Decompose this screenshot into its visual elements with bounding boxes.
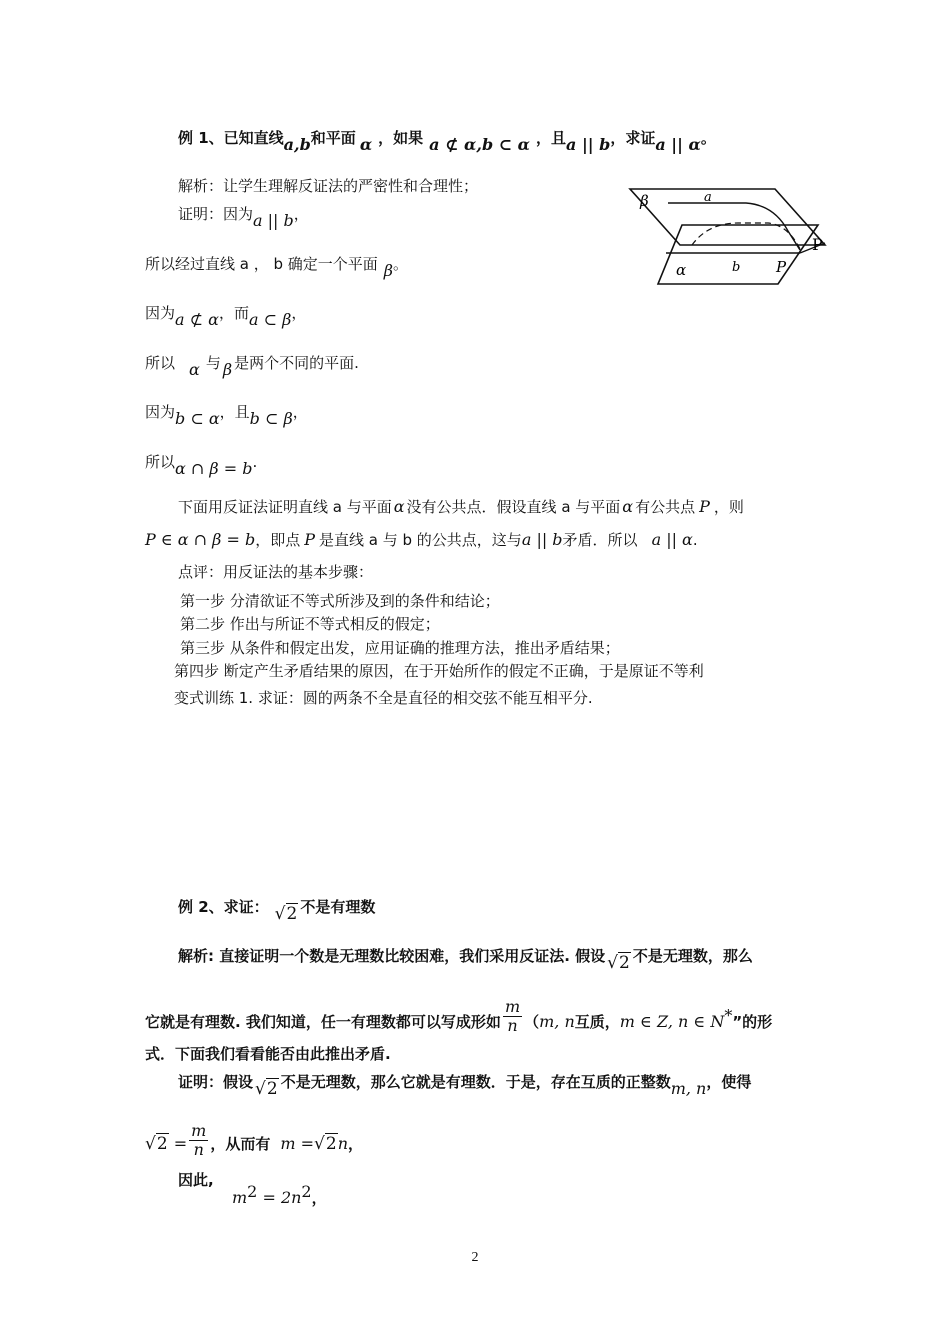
proof1-line4-label: 所以 [145,354,176,372]
ex2-proof-a: 证明：假设 [178,1073,254,1091]
proof1-because-expr: a || b [253,211,294,230]
proof1-line5-mid: ，且 [219,403,250,421]
proof1-line3-expr1: a ⊄ α [175,310,219,329]
ex2-line2-a: 它就是有理数. 我们知道，任一有理数都可以写成形如 [145,1013,501,1031]
proof1-line2 [145,254,409,280]
ex1-and-plane: 和平面 [310,129,356,147]
ex2-equation-line [145,1121,364,1159]
proof1-line3-expr2: a ⊂ β [248,310,292,329]
ex1-prove: ，求证 [610,129,656,147]
ex2-final-b: = 2n [257,1188,302,1207]
ex2-eq-num: m [191,1121,207,1140]
ex1-cond: a ⊄ α,b ⊂ α [429,135,530,154]
ex2-final-eq [232,1182,327,1208]
proof1-line4-alpha: α [189,360,200,379]
ex2-analysis-line3: 式．下面我们看看能否由此推出矛盾. [145,1045,391,1063]
proof1-line3 [145,303,307,329]
plane-beta [630,189,825,245]
analysis1: 解析：让学生理解反证法的严密性和合理性； [178,177,479,195]
comment-title: 点评：用反证法的基本步骤： [178,563,374,581]
contra-p1-alpha2: α [622,497,634,516]
ex2-cond: m ∈ Z, n ∈ N [619,1012,725,1031]
ex1-end: 。 [700,129,716,147]
label-beta: β [640,192,649,210]
ex2-title-text: 例 2、求证： [178,898,269,916]
proof1-line6-label: 所以 [145,453,176,471]
ex2-line2-d: ”的形 [732,1013,773,1031]
ex2-line2-c: 互质， [574,1013,620,1031]
proof1-line5-comma: ， [292,403,308,421]
proof1-line6 [145,452,258,478]
proof1-line3-mid: ，而 [218,304,249,322]
contra-p2-c: 矛盾．所以 [562,531,638,549]
contra-p2-par: a || b [521,530,563,549]
ex2-frac-den: n [507,1016,518,1035]
contra-p2-b: 是直线 a 与 b 的公共点，这与 [319,531,522,549]
ex2-analysis-b: 不是无理数，那么 [632,947,753,965]
planes-figure [628,183,828,293]
ex2-sqrt-radicand: 2 [286,904,298,924]
ex2-eq2-a: m = [280,1134,315,1153]
ex2-analysis-sqrt: √2 [607,953,630,973]
ex2-star: * [724,1006,733,1025]
proof1-line5-expr1: b ⊂ α [175,409,220,428]
ex2-eq-sqrt: √2 [145,1134,168,1154]
proof1-line4-end: 是两个不同的平面. [234,354,359,372]
contra-p1-b: 没有公共点．假设直线 a 与平面 [406,498,621,516]
proof1-period: 。 [393,255,409,273]
proof1-line3-comma: ， [291,304,307,322]
ex2-eq-equals: = [168,1134,188,1153]
ex2-analysis-a: 解析: 直接证明一个数是无理数比较困难，我们采用反证法. 假设 [178,947,606,965]
ex2-proof-b: 不是无理数，那么它就是有理数．于是，存在互质的正整数 [280,1073,671,1091]
contra-p2-a: ，即点 [255,531,301,549]
proof1-because: 证明：因为 [178,205,254,223]
ex1-alpha: α [359,135,373,154]
ex2-final-exp1: 2 [247,1182,258,1201]
contra-p1-a: 下面用反证法证明直线 a 与平面 [178,498,392,516]
ex2-final-m: m [232,1188,248,1207]
ex2-eq2-radicand: 2 [325,1134,337,1154]
contra-p2-end: . [692,531,698,549]
proof1-line5 [145,402,308,428]
proof1-line6-end: . [252,453,258,471]
proof1-beta: β [383,261,394,280]
ex2-line2-b: （ [524,1013,540,1031]
contra-p2-expr: P ∈ α ∩ β = b [145,530,256,549]
ex2-proof-mn: m, n [670,1079,707,1098]
ex2-eq-frac [189,1122,208,1159]
ex2-analysis-radicand: 2 [619,953,630,973]
comment-step3: 第三步 从条件和假定出发，应用证确的推理方法，推出矛盾结果； [180,639,620,657]
ex2-proof-sqrt: √2 [255,1079,278,1099]
contra-p1-d: ，则 [713,498,744,516]
contra-p1-c: 有公共点 [635,498,696,516]
ex1-intro: 例 1、已知直线 [178,129,284,147]
ex2-frac [503,998,522,1035]
ex2-eq2-b: n [337,1134,349,1153]
page-number: 2 [471,1250,479,1265]
ex2-final-exp2: 2 [301,1182,312,1201]
example1-statement [178,128,716,154]
exercise1: 变式训练 1. 求证：圆的两条不全是直径的相交弦不能互相平分. [174,689,593,707]
contra-p1-P: P [699,497,710,516]
ex2-analysis-line1 [178,946,753,973]
label-a: a [704,190,712,205]
label-P-right: P [812,235,823,254]
proof1-line4-beta: β [222,360,233,379]
ex1-ab: a,b [283,135,311,154]
contradiction-line1 [178,497,744,517]
ex2-frac-num: m [504,997,521,1016]
label-b: b [732,260,741,275]
proof1-line2-text: 所以经过直线 a ， b 确定一个平面 [145,255,378,273]
contra-p2-P: P [304,530,316,549]
example2-title [178,897,376,924]
ex2-eq2-sqrt: √2 [314,1134,337,1154]
proof1-comma: ， [293,205,309,223]
contradiction-line2 [145,530,698,550]
proof1-line4-with: 与 [205,354,221,372]
label-alpha: α [676,261,687,279]
comment-step1: 第一步 分清欲证不等式所涉及到的条件和结论； [180,592,500,610]
ex2-mn: m, n [539,1012,575,1031]
ex2-proof-radicand: 2 [266,1079,278,1099]
ex2-eq-text: ，从而有 [210,1135,271,1153]
comment-step2: 第二步 作出与所证不等式相反的假定； [180,615,440,633]
ex2-therefore: 因此, [178,1171,214,1189]
comment-step4: 第四步 断定产生矛盾结果的原因，在于开始所作的假定不正确，于是原证不等利 [174,662,704,680]
proof1-line5-expr2: b ⊂ β [249,409,293,428]
proof1-line3-label: 因为 [145,304,176,322]
ex2-eq-den: n [193,1140,204,1159]
ex2-analysis-line2 [145,997,773,1035]
ex2-eq-radicand: 2 [156,1134,168,1154]
ex2-sqrt: √2 [274,904,298,924]
ex1-parallel: a || b [566,135,611,154]
ex2-final-end: ， [311,1189,327,1207]
ex1-and: ，且 [535,129,566,147]
ex2-proof-c: ，使得 [706,1073,752,1091]
ex1-goal: a || α [655,135,701,154]
contra-p2-goal: a || α [651,530,693,549]
ex1-if: ，如果 [378,129,424,147]
proof1-line4 [145,353,359,379]
proof1-line1 [178,204,309,230]
ex2-proof-line1 [178,1072,752,1099]
proof1-line6-expr: α ∩ β = b [175,459,253,478]
proof1-line5-label: 因为 [145,403,176,421]
ex2-eq2-end: ， [348,1135,364,1153]
label-P-point: P [776,258,787,276]
ex2-title-end: 不是有理数 [300,898,376,916]
contra-p1-alpha: α [393,497,405,516]
